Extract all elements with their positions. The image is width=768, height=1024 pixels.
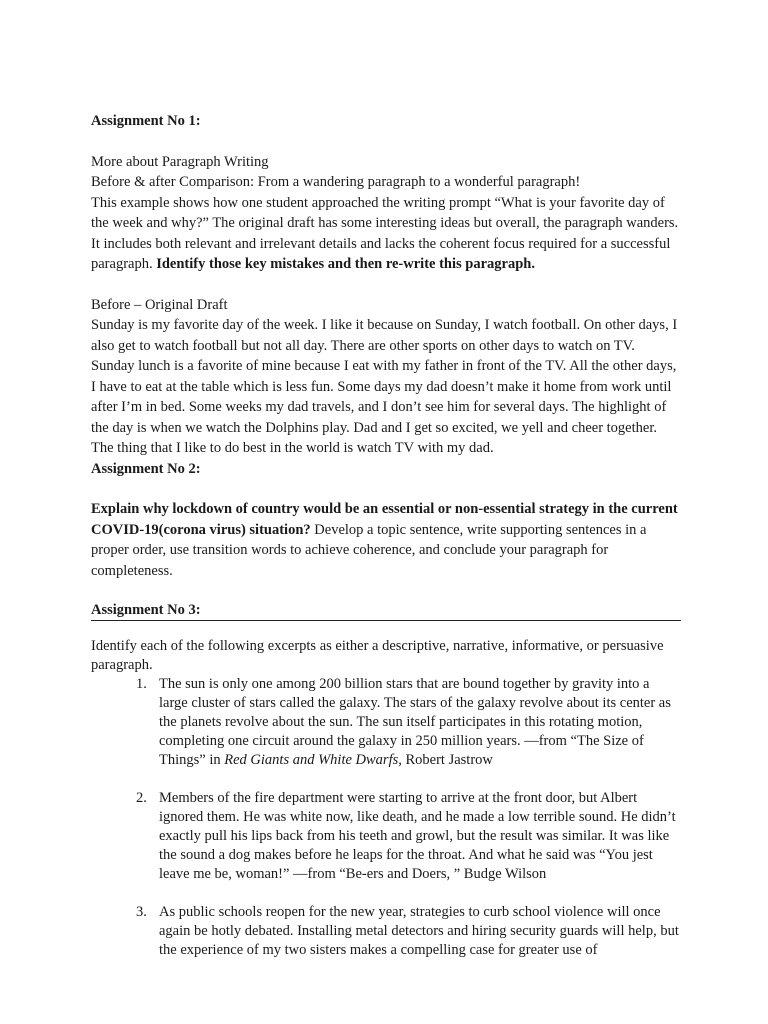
list-item-number: 2.: [136, 790, 147, 806]
list-item: [91, 903, 681, 960]
excerpt-text: Members of the fire department were starting to arrive at the front door, but Albert ignored them. He was white now, like death, and he made a low terrible sound. He didn’t exactly pull his lips back from his teeth and growl, but the result was similar. It was like the sound a dog makes before he leaps for the throat. And what he said was “You jest leave me be, woman!” —from “Be-ers and Doers, ” Budge Wilson: [159, 790, 676, 882]
assignment-3-heading: Assignment No 3:: [91, 601, 681, 621]
list-item-number: 3.: [136, 904, 147, 920]
assignment-2-question-bold: Explain why lockdown of country would be an essential or non-essential strategy in the current COVID-19(corona virus) situation?: [91, 501, 678, 538]
document-content: [91, 111, 681, 979]
excerpt-source-title: Red Giants and White Dwarfs,: [224, 752, 402, 768]
list-item: [91, 789, 681, 884]
assignment-1-body-text: This example shows how one student approached the writing prompt “What is your favorite day of the week and why?” The original draft has some interesting ideas but overall, the paragraph wanders. It includes both relevant and irrelevant details and lacks the coherent focus required for a successful paragraph.: [91, 194, 679, 272]
list-item: [91, 675, 681, 770]
draft-paragraph: Sunday is my favorite day of the week. I like it because on Sunday, I watch football. On other days, I also get to watch football but not all day. There are other sports on other days to watch on TV. Sunday lunch is a favorite of mine because I eat with my father in front of the TV. All the other days, I have to eat at the table which is less fun. Some days my dad doesn’t make it home from work until after I’m in bed. Some weeks my dad travels, and I don’t see him for several days. The highlight of the day is when we watch the Dolphins play. Dad and I get so excited, we yell and cheer together. The thing that I like to do best in the world is watch TV with my dad.: [91, 317, 678, 456]
assignment-2-instructions: Develop a topic sentence, write supporting sentences in a proper order, use transition words to achieve coherence, and conclude your paragraph for completeness.: [91, 521, 647, 579]
assignment-2-heading: Assignment No 2:: [91, 460, 201, 477]
list-item-number: 1.: [136, 676, 147, 692]
assignment-2-question: [91, 499, 681, 581]
assignment-1-heading: Assignment No 1:: [91, 113, 201, 129]
assignment-1-comparison-line: Before & after Comparison: From a wandering paragraph to a wonderful paragraph!: [91, 174, 581, 190]
draft-label: Before – Original Draft: [91, 296, 228, 313]
excerpt-text: The sun is only one among 200 billion stars that are bound together by gravity into a large cluster of stars called the galaxy. The stars of the galaxy revolve about its center as the planets revolve about the sun. The sun itself participates in this rotating motion, completing one circuit around the galaxy in 250 million years. —from “The Size of Things” in: [159, 676, 671, 768]
assignment-3-intro: Identify each of the following excerpts as either a descriptive, narrative, informative, or persuasive paragraph.: [91, 638, 664, 673]
excerpt-author: Robert Jastrow: [401, 752, 493, 768]
assignment-1-body: [91, 193, 681, 275]
excerpt-list: [91, 675, 681, 960]
assignment-1-subtitle: More about Paragraph Writing: [91, 153, 269, 170]
excerpt-text: As public schools reopen for the new year, strategies to curb school violence will once again be hotly debated. Installing metal detectors and hiring security guards will help, but the experience of my two sisters makes a compelling case for greater use of: [159, 904, 679, 958]
assignment-1-task: Identify those key mistakes and then re-write this paragraph.: [156, 256, 535, 272]
